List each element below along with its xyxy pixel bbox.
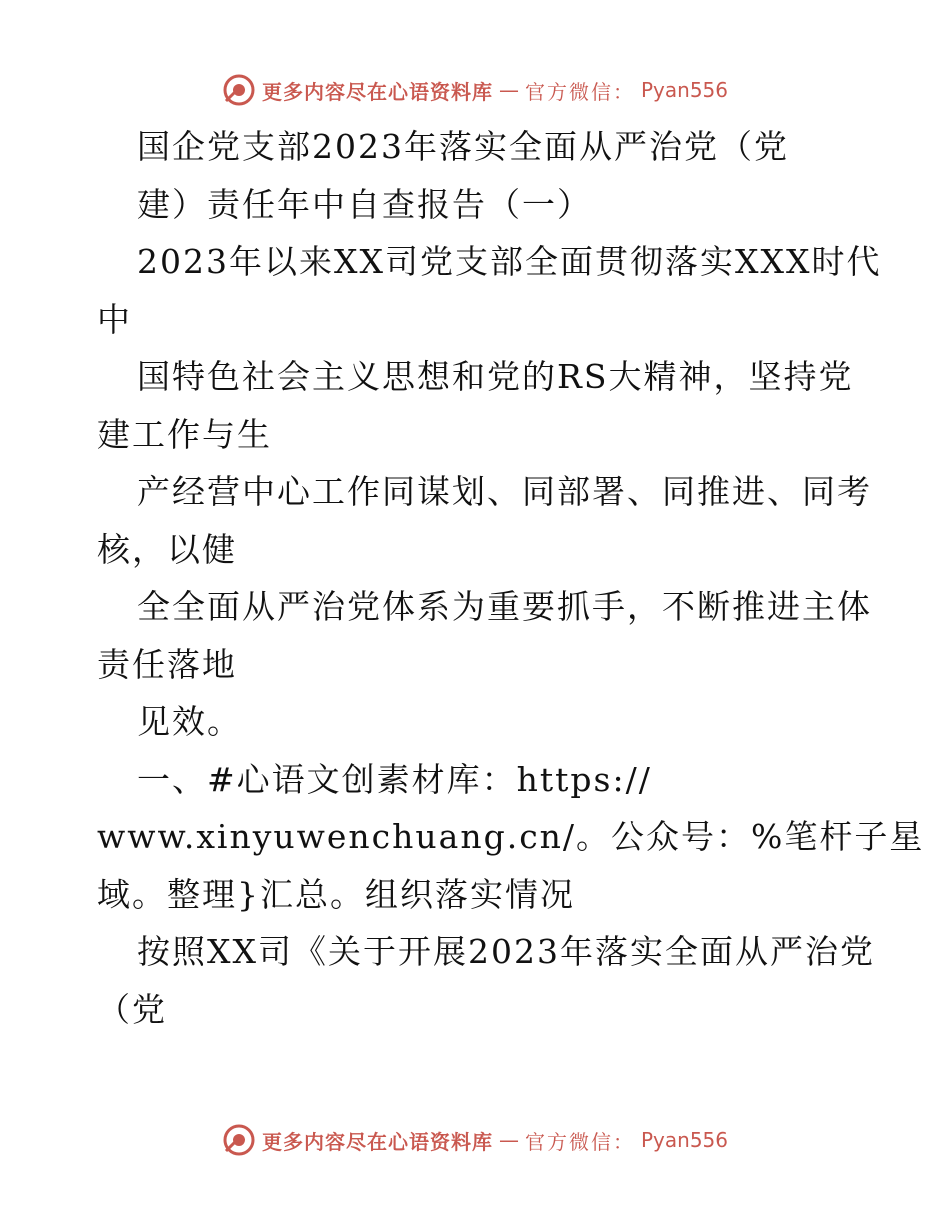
paragraph-line: 按照XX司《关于开展2023年落实全面从严治党 <box>137 932 875 971</box>
paragraph-line: 中 <box>97 299 132 339</box>
paragraph-line: 核，以健 <box>97 529 237 569</box>
paragraph-line: 建工作与生 <box>97 414 272 454</box>
wechat-label: 官方微信： <box>524 1129 635 1154</box>
paragraph-line: 产经营中心工作同谋划、同部署、同推进、同考 <box>137 472 872 511</box>
paragraph-line: （党 <box>97 989 167 1029</box>
paragraph-line: 责任落地 <box>97 644 237 684</box>
wechat-handle: Pyan556 <box>640 1128 728 1152</box>
brand-text: 更多内容尽在心语资料库 <box>261 1129 493 1154</box>
brand-text: 更多内容尽在心语资料库 <box>261 79 493 104</box>
banner-separator: — <box>498 1128 519 1152</box>
header-watermark <box>0 70 950 110</box>
section-heading-line: 域。整理}汇总。组织落实情况 <box>97 874 575 914</box>
paragraph-line: 2023年以来XX司党支部全面贯彻落实XXX时代 <box>137 242 882 281</box>
footer-watermark <box>0 1120 950 1160</box>
section-heading-line: 一、#心语文创素材库：https:// <box>137 759 652 799</box>
document-body <box>97 118 925 1038</box>
banner-separator: — <box>498 78 519 102</box>
paragraph-line: 全全面从严治党体系为重要抓手，不断推进主体 <box>137 587 872 626</box>
wechat-handle: Pyan556 <box>640 78 728 102</box>
brand-logo-icon <box>222 73 256 107</box>
paragraph-line: 国特色社会主义思想和党的RS大精神，坚持党 <box>137 357 854 396</box>
title-line-2: 建）责任年中自查报告（一） <box>137 184 592 224</box>
wechat-label: 官方微信： <box>524 79 635 104</box>
section-heading-line: www.xinyuwenchuang.cn/。公众号：%笔杆子星 <box>97 817 925 856</box>
paragraph-line: 见效。 <box>137 702 242 741</box>
title-line-1: 国企党支部2023年落实全面从严治党（党 <box>137 127 789 166</box>
brand-logo-icon <box>222 1123 256 1157</box>
